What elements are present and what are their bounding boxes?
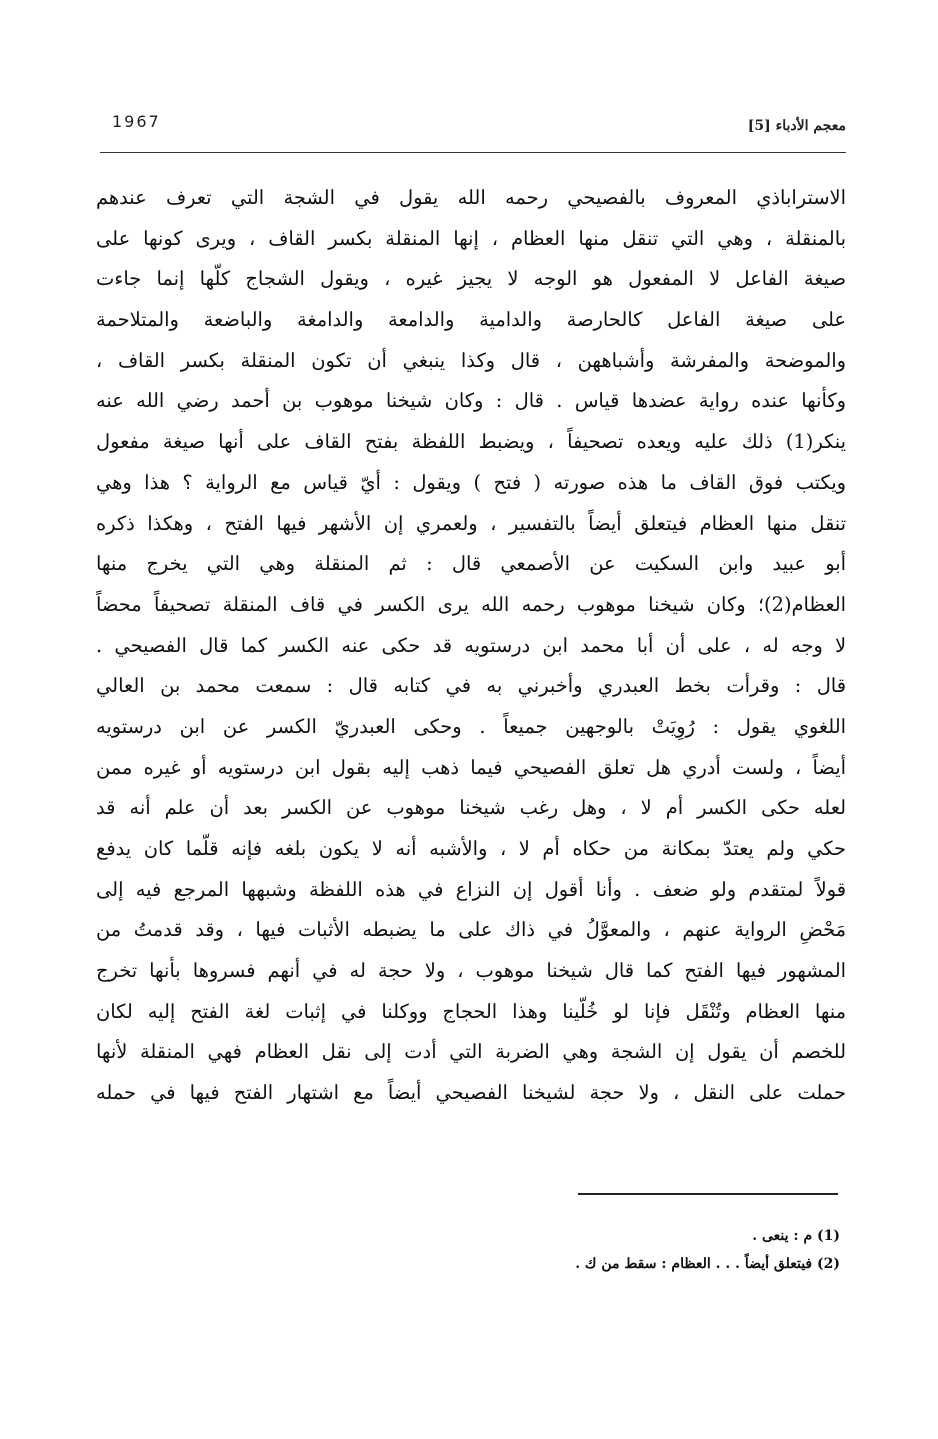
footnote-1: (1) م : ينعى .: [752, 1228, 840, 1244]
page-number: 1967: [112, 112, 161, 131]
body-text: [96, 178, 846, 1114]
body-line: بالمنقلة ، وهي التي تنقل منها العظام ، إنها المنقلة بكسر القاف ، ويرى كونها على: [96, 226, 846, 250]
body-line: اللغوي يقول : رُوِيَتْ بالوجهين جميعاً . وحكى العبدريّ الكسر عن ابن درستويه: [96, 714, 846, 738]
body-line: قال : وقرأت بخط العبدري وأخبرني به في كتابه قال : سمعت محمد بن العالي: [96, 674, 846, 698]
body-line: قولاً لمتقدم ولو ضعف . وأنا أقول إن النزاع في هذه اللفظة وشبهها المرجع فيه إلى: [96, 877, 846, 901]
footnote-rule: [578, 1193, 838, 1195]
body-line: منها العظام وتُنْقَل فإنا لو خُلّينا وهذا الحجاج ووكلنا في إثبات لغة الفتح إليه لكان: [96, 999, 846, 1023]
body-line: للخصم أن يقول إن الشجة وهي الضربة التي أدت إلى نقل العظام فهي المنقلة لأنها: [96, 1040, 846, 1064]
header-rule: [100, 152, 846, 153]
body-line: والموضحة والمفرشة وأشباههن ، قال وكذا ينبغي أن تكون المنقلة بكسر القاف ،: [96, 348, 846, 372]
body-line: حكي ولم يعتدّ بمكانة من حكاه أم لا ، والأشبه أنه لا يكون بلغه فإنه قلّما كان يدفع: [96, 837, 846, 860]
body-line: ويكتب فوق القاف ما هذه صورته ( فتح ) ويقول : أيّ قياس مع الرواية ؟ هذا وهي: [96, 470, 846, 494]
page-header: [100, 112, 846, 152]
body-line: صيغة الفاعل لا المفعول هو الوجه لا يجيز غيره ، ويقول الشجاج كلّها إنما جاءت: [96, 267, 846, 291]
body-line: ينكر(1) ذلك عليه ويعده تصحيفاً ، ويضبط اللفظة بفتح القاف على أنها صيغة مفعول: [96, 430, 846, 454]
body-line: أبو عبيد وابن السكيت عن الأصمعي قال : ثم المنقلة وهي التي يخرج منها: [96, 552, 846, 576]
body-line: الاستراباذي المعروف بالفصيحي رحمه الله يقول في الشجة التي تعرف عندهم: [96, 186, 846, 209]
body-line: وكأنها عنده رواية عضدها قياس . قال : وكان شيخنا موهوب بن أحمد رضي الله عنه: [96, 389, 846, 413]
body-line: حملت على النقل ، ولا حجة لشيخنا الفصيحي أيضاً مع اشتهار الفتح فيها في حمله: [96, 1081, 846, 1105]
footnotes: [420, 1222, 840, 1278]
body-line: لا وجه له ، على أن أبا محمد ابن درستويه قد حكى عنه الكسر كما قال الفصيحي .: [96, 633, 846, 657]
body-line: تنقل منها العظام فيتعلق أيضاً بالتفسير ، ولعمري إن الأشهر فيها الفتح ، وهكذا ذكره: [96, 511, 846, 535]
body-line: مَحْضِ الرواية عنهم ، والمعوَّلُ في ذاك على ما يضبطه الأثبات فيها ، وقد قدمتُ من: [96, 918, 846, 942]
body-line: أيضاً ، ولست أدري هل تعلق الفصيحي فيما ذهب إليه بقول ابن درستويه أو غيره ممن: [96, 755, 846, 779]
body-line: على صيغة الفاعل كالحارصة والدامية والدامعة والدامغة والباضعة والمتلاحمة: [96, 308, 846, 332]
body-line: العظام(2)؛ وكان شيخنا موهوب رحمه الله يرى الكسر في قاف المنقلة تصحيفاً محضاً: [96, 592, 846, 616]
running-title: معجم الأدباء [5]: [747, 118, 846, 134]
footnote-2: (2) فيتعلق أيضاً . . . العظام : سقط من ك .: [575, 1256, 840, 1272]
body-line: لعله حكى الكسر أم لا ، وهل رغب شيخنا موهوب عن الكسر بعد أن علم أنه قد: [96, 796, 846, 820]
body-line: المشهور فيها الفتح كما قال شيخنا موهوب ، ولا حجة له في أنهم فسروها بأنها تخرج: [96, 959, 846, 983]
